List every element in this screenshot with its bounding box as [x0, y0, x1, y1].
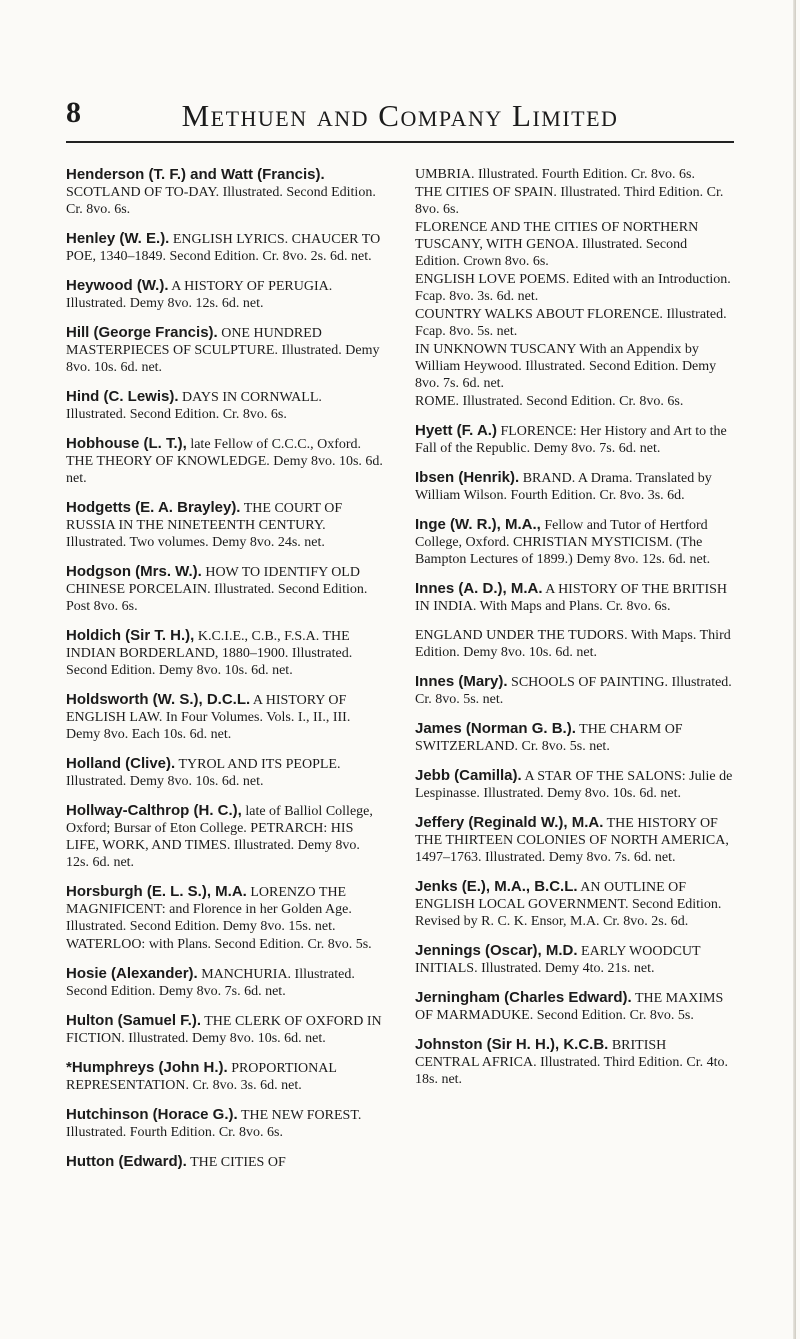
catalogue-entry [66, 627, 384, 679]
entry-details: BRAND. A Drama. Translated by William Wilson. Fourth Edition. Cr. 8vo. 3s. 6d. [415, 471, 712, 503]
entry-author: Hutchinson (Horace G.). [66, 1106, 238, 1123]
catalogue-entry [415, 942, 733, 977]
entry-details: DAYS IN CORNWALL. Illustrated. Second Edition. Cr. 8vo. 6s. [66, 390, 322, 422]
entry-author: Henley (W. E.). [66, 230, 170, 247]
entry-details: THE CITIES OF [190, 1155, 286, 1170]
entry-details: MANCHURIA. Illustrated. Second Edition. Demy 8vo. 7s. 6d. net. [66, 967, 355, 999]
catalogue-entry [415, 341, 733, 392]
catalogue-entry [415, 627, 733, 661]
entry-details: ENGLAND UNDER THE TUDORS. With Maps. Third Edition. Demy 8vo. 10s. 6d. net. [415, 628, 731, 660]
entry-details: SCHOOLS OF PAINTING. Illustrated. Cr. 8vo. 5s. net. [415, 675, 732, 707]
entry-author: Hosie (Alexander). [66, 965, 198, 982]
entry-author: Hind (C. Lewis). [66, 388, 179, 405]
entry-details: FLORENCE: Her History and Art to the Fall of the Republic. Demy 8vo. 7s. 6d. net. [415, 424, 727, 456]
entry-details: ENGLISH LYRICS. CHAUCER TO POE, 1340–1849. Second Edition. Cr. 8vo. 2s. 6d. net. [66, 232, 381, 264]
catalogue-entry [415, 422, 733, 457]
entry-author: Hodgetts (E. A. Brayley). [66, 499, 241, 516]
catalogue-entry [66, 691, 384, 743]
entry-author: Inge (W. R.), M.A., [415, 516, 541, 533]
entry-details: ROME. Illustrated. Second Edition. Cr. 8vo. 6s. [415, 394, 684, 409]
entry-details: IN UNKNOWN TUSCANY With an Appendix by William Heywood. Illustrated. Second Edition. Demy 8vo. 7s. 6d. net. [415, 342, 717, 391]
entry-details: WATERLOO: with Plans. Second Edition. Cr. 8vo. 5s. [66, 937, 372, 952]
entry-details: THE HISTORY OF THE THIRTEEN COLONIES OF NORTH AMERICA, 1497–1763. Illustrated. Demy 8vo. 7s. 6d. net. [415, 816, 729, 865]
entry-author: Jeffery (Reginald W.), M.A. [415, 814, 604, 831]
catalogue-entry [66, 499, 384, 551]
catalogue-entry [66, 802, 384, 871]
entry-details: HOW TO IDENTIFY OLD CHINESE PORCELAIN. Illustrated. Second Edition. Post 8vo. 6s. [66, 565, 368, 614]
entry-author: Holdsworth (W. S.), D.C.L. [66, 691, 251, 708]
entry-details: ENGLISH LOVE POEMS. Edited with an Introduction. Fcap. 8vo. 3s. 6d. net. [415, 272, 731, 304]
entry-details: THE NEW FOREST. Illustrated. Fourth Edition. Cr. 8vo. 6s. [66, 1108, 362, 1140]
entry-details: THE CHARM OF SWITZERLAND. Cr. 8vo. 5s. net. [415, 722, 683, 754]
entry-author: Hill (George Francis). [66, 324, 218, 341]
catalogue-entry [66, 388, 384, 423]
catalogue-entry [415, 580, 733, 615]
entry-author: Innes (A. D.), M.A. [415, 580, 543, 597]
entry-details: K.C.I.E., C.B., F.S.A. THE INDIAN BORDERLAND, 1880–1900. Illustrated. Second Edition. Demy 8vo. 10s. 6d. net. [66, 629, 353, 678]
entry-details: EARLY WOODCUT INITIALS. Illustrated. Demy 4to. 21s. net. [415, 944, 701, 976]
entry-author: Jenks (E.), M.A., B.C.L. [415, 878, 578, 895]
catalogue-entry [66, 755, 384, 790]
catalogue-entry [66, 166, 384, 218]
entry-details: UMBRIA. Illustrated. Fourth Edition. Cr. 8vo. 6s. [415, 167, 695, 182]
catalogue-entry [415, 878, 733, 930]
entry-author: Jerningham (Charles Edward). [415, 989, 632, 1006]
catalogue-entry [415, 271, 733, 305]
entry-details: COUNTRY WALKS ABOUT FLORENCE. Illustrated. Fcap. 8vo. 5s. net. [415, 307, 727, 339]
catalogue-entry [415, 989, 733, 1024]
catalogue-entry [415, 219, 733, 270]
header-rule [66, 141, 734, 143]
catalogue-entry [66, 435, 384, 487]
page-header [66, 96, 734, 140]
catalogue-entry [415, 516, 733, 568]
catalogue-entry [66, 230, 384, 265]
entry-details: A HISTORY OF THE BRITISH IN INDIA. With Maps and Plans. Cr. 8vo. 6s. [415, 582, 728, 614]
catalogue-entry [66, 1012, 384, 1047]
catalogue-entry [66, 1059, 384, 1094]
entry-details: late of Balliol College, Oxford; Bursar of Eton College. PETRARCH: HIS LIFE, WORK, AND TIMES. Illustrated. Demy 8vo. 12s. 6d. net. [66, 804, 373, 870]
entry-details: TYROL AND ITS PEOPLE. Illustrated. Demy 8vo. 10s. 6d. net. [66, 757, 341, 789]
entry-author: Jennings (Oscar), M.D. [415, 942, 578, 959]
entry-author: Jebb (Camilla). [415, 767, 522, 784]
catalogue-entry [415, 184, 733, 218]
entry-author: Johnston (Sir H. H.), K.C.B. [415, 1036, 609, 1053]
entry-details: Fellow and Tutor of Hertford College, Oxford. CHRISTIAN MYSTICISM. (The Bampton Lectures of 1899.) Demy 8vo. 12s. 6d. net. [415, 518, 711, 567]
catalogue-entry [415, 673, 733, 708]
catalogue-entry [66, 936, 384, 953]
catalogue-entry [415, 393, 733, 410]
catalogue-entry [66, 965, 384, 1000]
entry-author: Ibsen (Henrik). [415, 469, 520, 486]
page-number: 8 [66, 96, 81, 129]
entry-details: ONE HUNDRED MASTERPIECES OF SCULPTURE. Illustrated. Demy 8vo. 10s. 6d. net. [66, 326, 380, 375]
catalogue-entry [415, 767, 733, 802]
entry-details: BRITISH CENTRAL AFRICA. Illustrated. Third Edition. Cr. 4to. 18s. net. [415, 1038, 729, 1087]
entry-author: Holland (Clive). [66, 755, 176, 772]
entry-author: Hodgson (Mrs. W.). [66, 563, 202, 580]
entry-details: THE CLERK OF OXFORD IN FICTION. Illustrated. Demy 8vo. 10s. 6d. net. [66, 1014, 382, 1046]
entry-details: late Fellow of C.C.C., Oxford. THE THEORY OF KNOWLEDGE. Demy 8vo. 10s. 6d. net. [66, 437, 383, 486]
catalogue-entry [415, 720, 733, 755]
catalogue-entry [415, 166, 733, 183]
right-column [415, 166, 733, 1100]
entry-author: Hulton (Samuel F.). [66, 1012, 201, 1029]
entry-details: THE COURT OF RUSSIA IN THE NINETEENTH CENTURY. Illustrated. Two volumes. Demy 8vo. 24s. net. [66, 501, 343, 550]
catalogue-entry [66, 1106, 384, 1141]
entry-details: LORENZO THE MAGNIFICENT: and Florence in her Golden Age. Illustrated. Second Edition. Demy 8vo. 15s. net. [66, 885, 352, 934]
entry-details: A HISTORY OF ENGLISH LAW. In Four Volumes. Vols. I., II., III. Demy 8vo. Each 10s. 6d. net. [66, 693, 351, 742]
catalogue-entry [415, 814, 733, 866]
entry-author: *Humphreys (John H.). [66, 1059, 228, 1076]
entry-details: A HISTORY OF PERUGIA. Illustrated. Demy 8vo. 12s. 6d. net. [66, 279, 333, 311]
entry-author: Hyett (F. A.) [415, 422, 497, 439]
entry-author: Heywood (W.). [66, 277, 169, 294]
catalogue-entry [66, 277, 384, 312]
left-column [66, 166, 384, 1183]
catalogue-entry [415, 306, 733, 340]
catalogue-entry [415, 469, 733, 504]
entry-author: James (Norman G. B.). [415, 720, 576, 737]
entry-author: Horsburgh (E. L. S.), M.A. [66, 883, 247, 900]
catalogue-entry [66, 883, 384, 935]
entry-details: FLORENCE AND THE CITIES OF NORTHERN TUSCANY, WITH GENOA. Illustrated. Second Edition. Crown 8vo. 6s. [415, 220, 699, 269]
catalogue-entry [66, 1153, 384, 1171]
entry-details: PROPORTIONAL REPRESENTATION. Cr. 8vo. 3s. 6d. net. [66, 1061, 337, 1093]
catalogue-entry [66, 563, 384, 615]
entry-author: Hollway-Calthrop (H. C.), [66, 802, 242, 819]
entry-author: Innes (Mary). [415, 673, 508, 690]
entry-details: SCOTLAND OF TO-DAY. Illustrated. Second Edition. Cr. 8vo. 6s. [66, 185, 376, 217]
entry-details: THE CITIES OF SPAIN. Illustrated. Third Edition. Cr. 8vo. 6s. [415, 185, 724, 217]
catalogue-entry [66, 324, 384, 376]
entry-details: THE MAXIMS OF MARMADUKE. Second Edition. Cr. 8vo. 5s. [415, 991, 724, 1023]
entry-author: Hutton (Edward). [66, 1153, 187, 1170]
entry-details: A STAR OF THE SALONS: Julie de Lespinasse. Illustrated. Demy 8vo. 10s. 6d. net. [415, 769, 733, 801]
catalogue-entry [415, 1036, 733, 1088]
entry-details: AN OUTLINE OF ENGLISH LOCAL GOVERNMENT. Second Edition. Revised by R. C. K. Ensor, M.A. Cr. 8vo. 2s. 6d. [415, 880, 722, 929]
entry-author: Holdich (Sir T. H.), [66, 627, 195, 644]
page-edge [793, 0, 796, 1339]
running-head: Methuen and Company Limited [181, 98, 619, 133]
entry-author: Hobhouse (L. T.), [66, 435, 187, 452]
entry-author: Henderson (T. F.) and Watt (Francis). [66, 166, 325, 183]
